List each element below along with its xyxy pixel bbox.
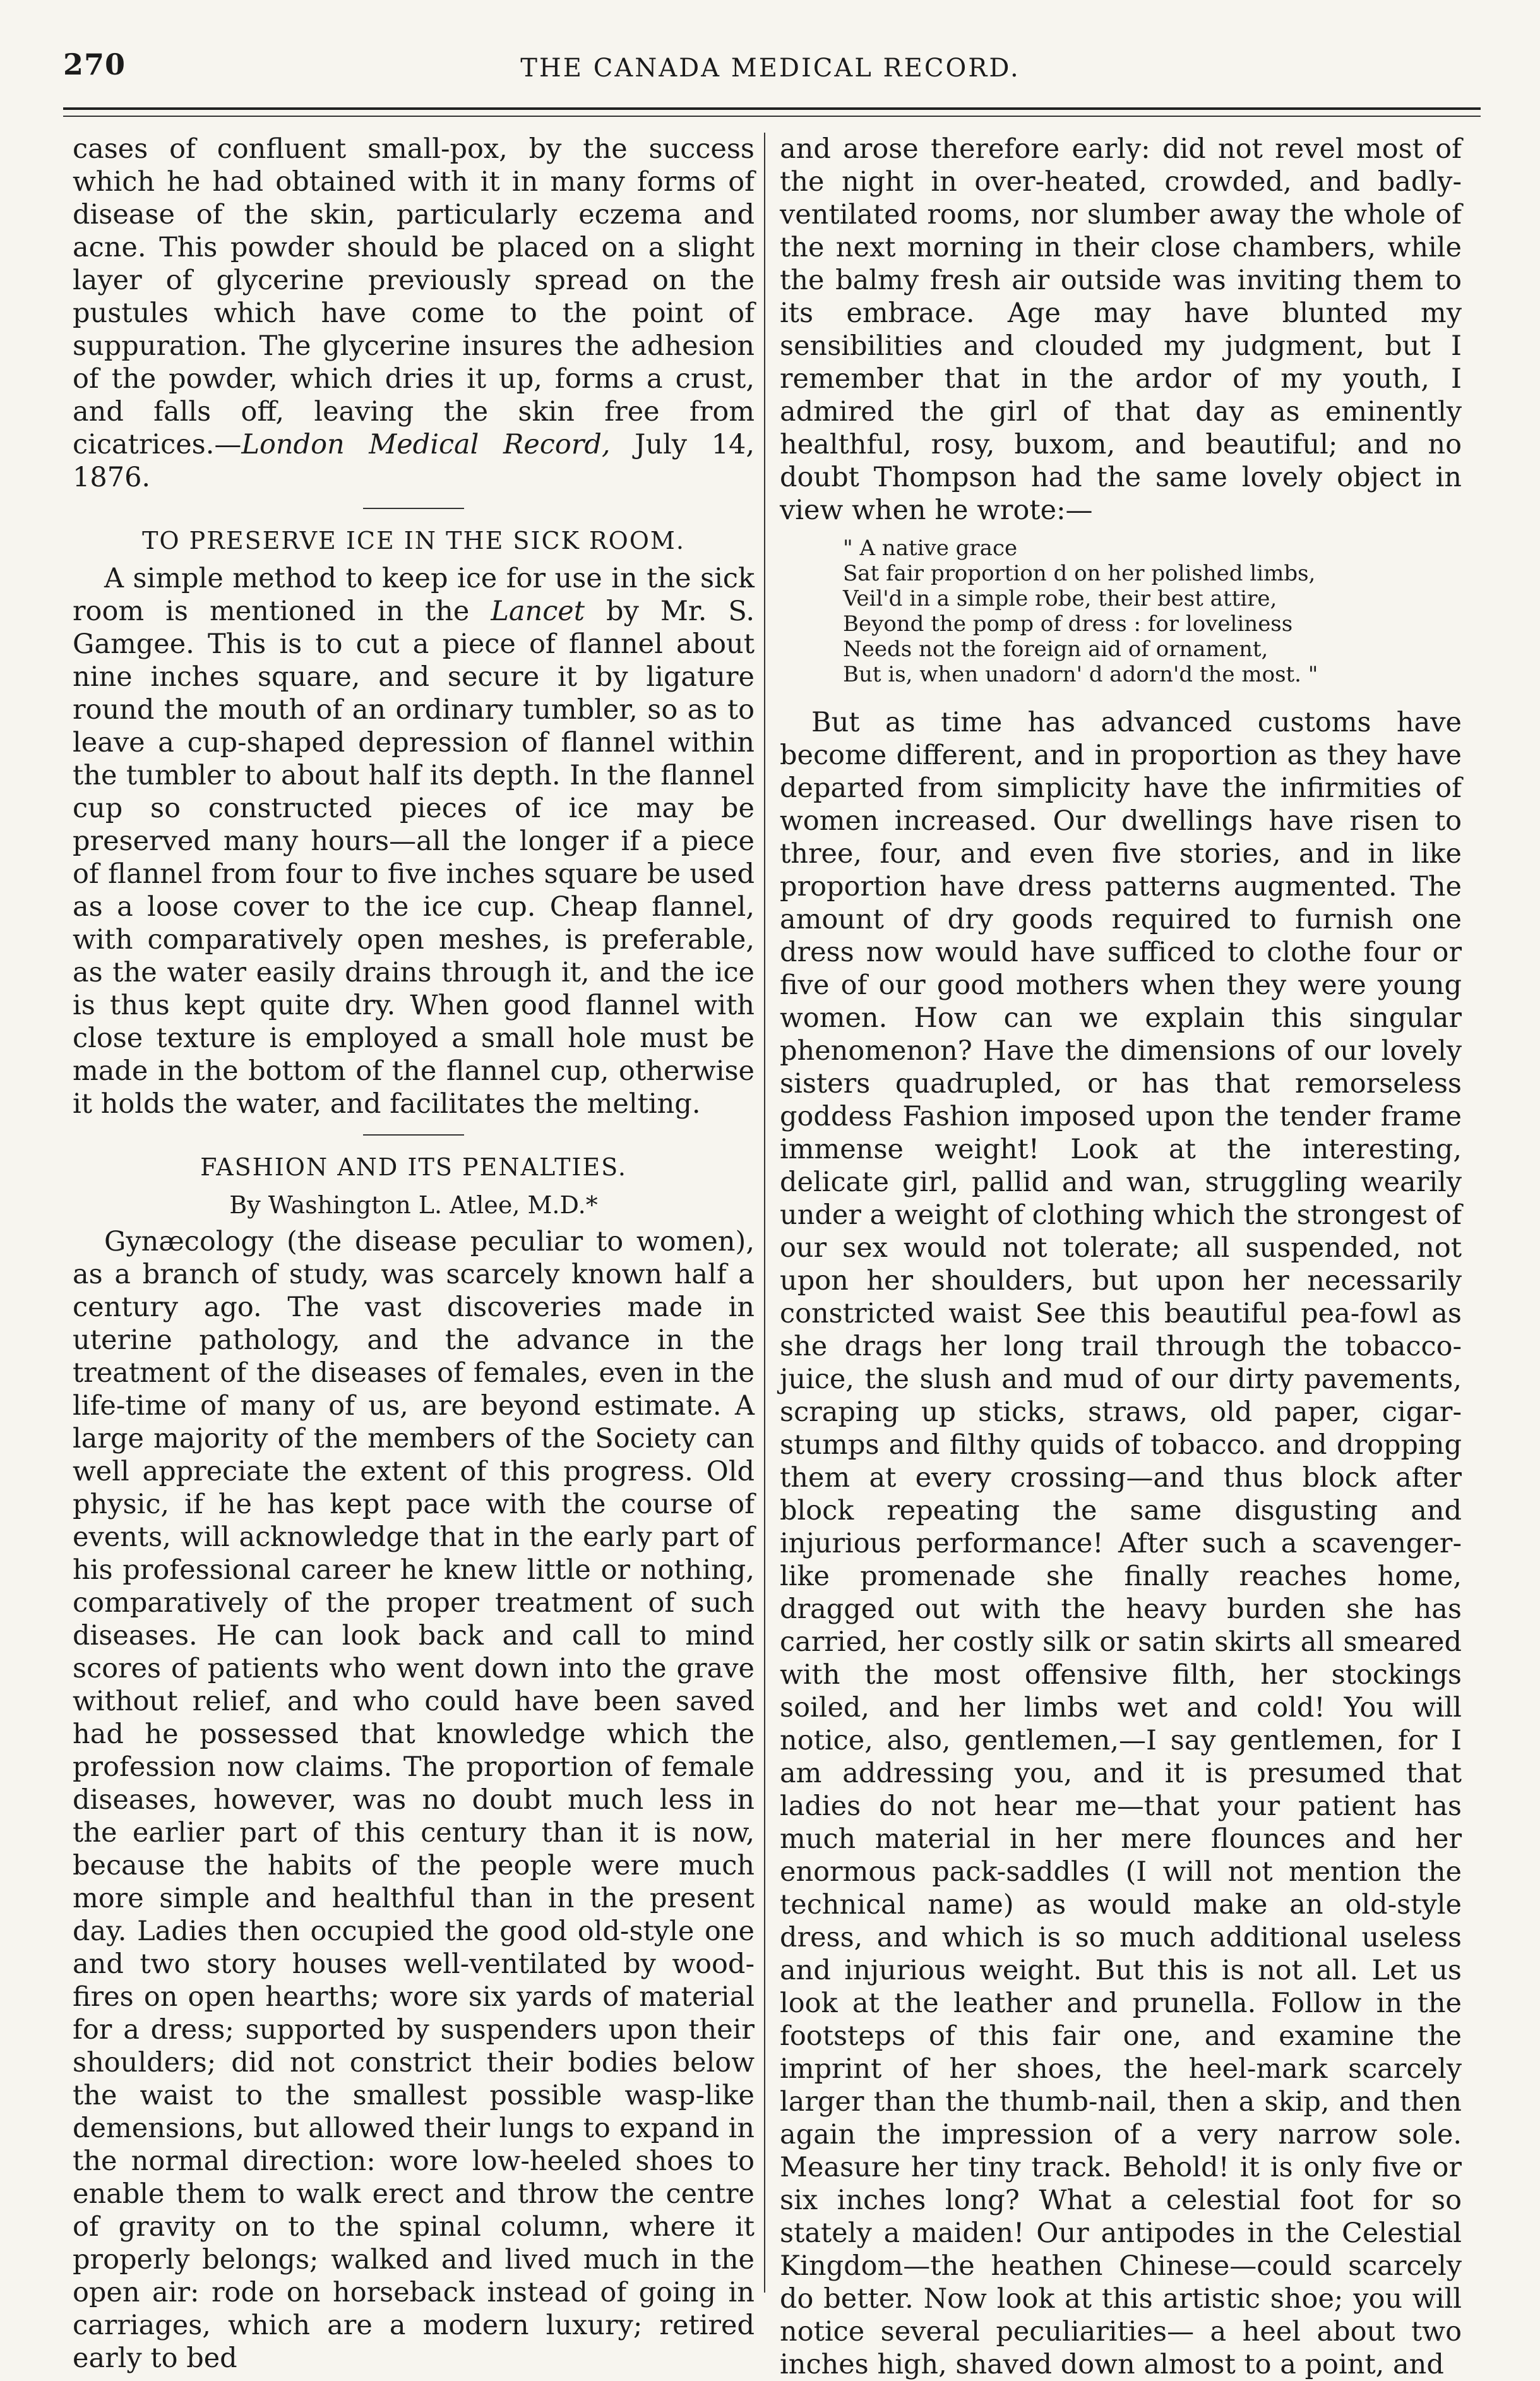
source-citation: London Medical Record,	[241, 429, 611, 460]
section-separator	[363, 1134, 464, 1136]
poem-line: Needs not the foreign aid of ornament,	[843, 637, 1268, 662]
ice-text-start: A simple method to keep ice for use in the sick room is mentioned in the	[73, 563, 755, 627]
source-date: July 14, 1876.	[73, 429, 755, 493]
page-number: 270	[63, 47, 126, 81]
ice-text-rest: by Mr. S. Gamgee. This is to cut a piece of flannel about nine inches square, and secure it by ligature round the mouth of an ordinary tumbler, so as to leave a cup-shaped depression of flannel within the tumbler to about half its depth. In the flannel cup so constructed pieces of ice may be preserved many hours—all the longer if a piece of flannel from four to five inches square be used as a loose cover to the ice cup. Cheap flannel, with comparatively open meshes, is preferable, as the water easily drains through it, and the ice is thus kept quite dry. When good flannel with close texture is employed a small hole must be made in the bottom of the flannel cup, otherwise it holds the water, and facilitates the melting.	[73, 596, 755, 1120]
poem-line: " A native grace	[843, 536, 1018, 561]
smallpox-paragraph	[73, 133, 755, 494]
right-column	[780, 133, 1462, 2380]
lancet-journal: Lancet	[491, 596, 585, 627]
poem-quote	[843, 536, 1462, 687]
section-separator	[363, 508, 464, 509]
continuation-paragraph: and arose therefore early: did not revel most of the night in over-heated, crowded, and badly-ventilated rooms, nor slumber away the whole of the next morning in their close chambers, while the balmy fresh air outside was inviting them to its embrace. Age may have blunted my sensibilities and clouded my judgment, but I remember that in the ardor of my youth, I admired the girl of that day as eminently healthful, rosy, buxom, and beautiful; and no doubt Thompson had the same lovely object in view when he wrote:—	[780, 133, 1462, 526]
poem-line: Sat fair proportion d on her polished limbs,	[843, 561, 1316, 586]
section-heading-ice: TO PRESERVE ICE IN THE SICK ROOM.	[142, 527, 685, 555]
page-header	[63, 47, 1477, 92]
fashion-paragraph-continued: But as time has advanced customs have become different, and in proportion as they have departed from simplicity have the infirmities of women increased. Our dwellings have risen to three, four, and even five stories, and in like proportion have dress patterns augmented. The amount of dry goods required to furnish one dress now would have sufficed to clothe four or five of our good mothers when they were young women. How can we explain this singular phenomenon? Have the dimensions of our lovely sisters quadrupled, or has that remorseless goddess Fashion imposed upon the tender frame immense weight! Look at the interesting, delicate girl, pallid and wan, struggling wearily under a weight of clothing which the strongest of our sex would not tolerate; all suspended, not upon her shoulders, but upon her necessarily constricted waist See this beautiful pea-fowl as she drags her long trail through the tobacco-juice, the slush and mud of our dirty pavements, scraping up sticks, straws, old paper, cigar-stumps and filthy quids of tobacco. and dropping them at every crossing—and thus block after block repeating the same disgusting and injurious performance! After such a scavenger-like promenade she finally reaches home, dragged out with the heavy burden she has carried, her costly silk or satin skirts all smeared with the most offensive filth, her stockings soiled, and her limbs wet and cold! You will notice, also, gentlemen,—I say gentlemen, for I am addressing you, and it is presumed that ladies do not hear me—that your patient has much material in her mere flounces and her enormous pack-saddles (I will not mention the technical name) as would make an old-style dress, and which is so much additional useless and injurious weight. But this is not all. Let us look at the leather and prunella. Follow in the footsteps of this fair one, and examine the imprint of her shoes, the heel-mark scarcely larger than the thumb-nail, then a skip, and then again the impression of a very narrow sole. Measure her tiny track. Behold! it is only five or six inches long? What a celestial foot for so stately a maiden! Our antipodes in the Celestial Kingdom—the heathen Chinese—could scarcely do better. Now look at this artistic shoe; you will notice several peculiarities— a heel about two inches high, shaved down almost to a point, and	[780, 707, 1462, 2380]
column-divider	[764, 133, 765, 2293]
ice-paragraph	[73, 562, 755, 1120]
left-column	[73, 133, 755, 2374]
author-byline: By Washington L. Atlee, M.D.*	[229, 1191, 598, 1219]
running-title: THE CANADA MEDICAL RECORD.	[520, 54, 1020, 83]
section-heading-fashion: FASHION AND ITS PENALTIES.	[200, 1153, 627, 1181]
poem-line: But is, when unadorn' d adorn'd the most. "	[843, 662, 1318, 687]
poem-line: Beyond the pomp of dress : for loveliness	[843, 611, 1293, 637]
header-rule-thick	[63, 107, 1481, 110]
header-rule-thin	[63, 116, 1481, 117]
poem-line: Veil'd in a simple robe, their best attire,	[843, 586, 1277, 611]
smallpox-text: cases of confluent small-pox, by the success which he had obtained with it in many forms of disease of the skin, particularly eczema and acne. This powder should be placed on a slight layer of glycerine previously spread on the pustules which have come to the point of suppuration. The glycerine insures the adhesion of the powder, which dries it up, forms a crust, and falls off, leaving the skin free from cicatrices.—	[73, 133, 755, 460]
fashion-paragraph: Gynæcology (the disease peculiar to women), as a branch of study, was scarcely known half a century ago. The vast discoveries made in uterine pathology, and the advance in the treatment of the diseases of females, even in the life-time of many of us, are beyond estimate. A large majority of the members of the Society can well appreciate the extent of this progress. Old physic, if he has kept pace with the course of events, will acknowledge that in the early part of his professional career he knew little or nothing, comparatively of the proper treatment of such diseases. He can look back and call to mind scores of patients who went down into the grave without relief, and who could have been saved had he possessed that knowledge which the profession now claims. The proportion of female diseases, however, was no doubt much less in the earlier part of this century than it is now, because the habits of the people were much more simple and healthful than in the present day. Ladies then occupied the good old-style one and two story houses well-ventilated by wood-fires on open hearths; wore six yards of material for a dress; supported by suspenders upon their shoulders; did not constrict their bodies below the waist to the smallest possible wasp-like demensions, but allowed their lungs to expand in the normal direction: wore low-heeled shoes to enable them to walk erect and throw the centre of gravity on to the spinal column, where it properly belongs; walked and lived much in the open air: rode on horseback instead of going in carriages, which are a modern luxury; retired early to bed	[73, 1226, 755, 2374]
